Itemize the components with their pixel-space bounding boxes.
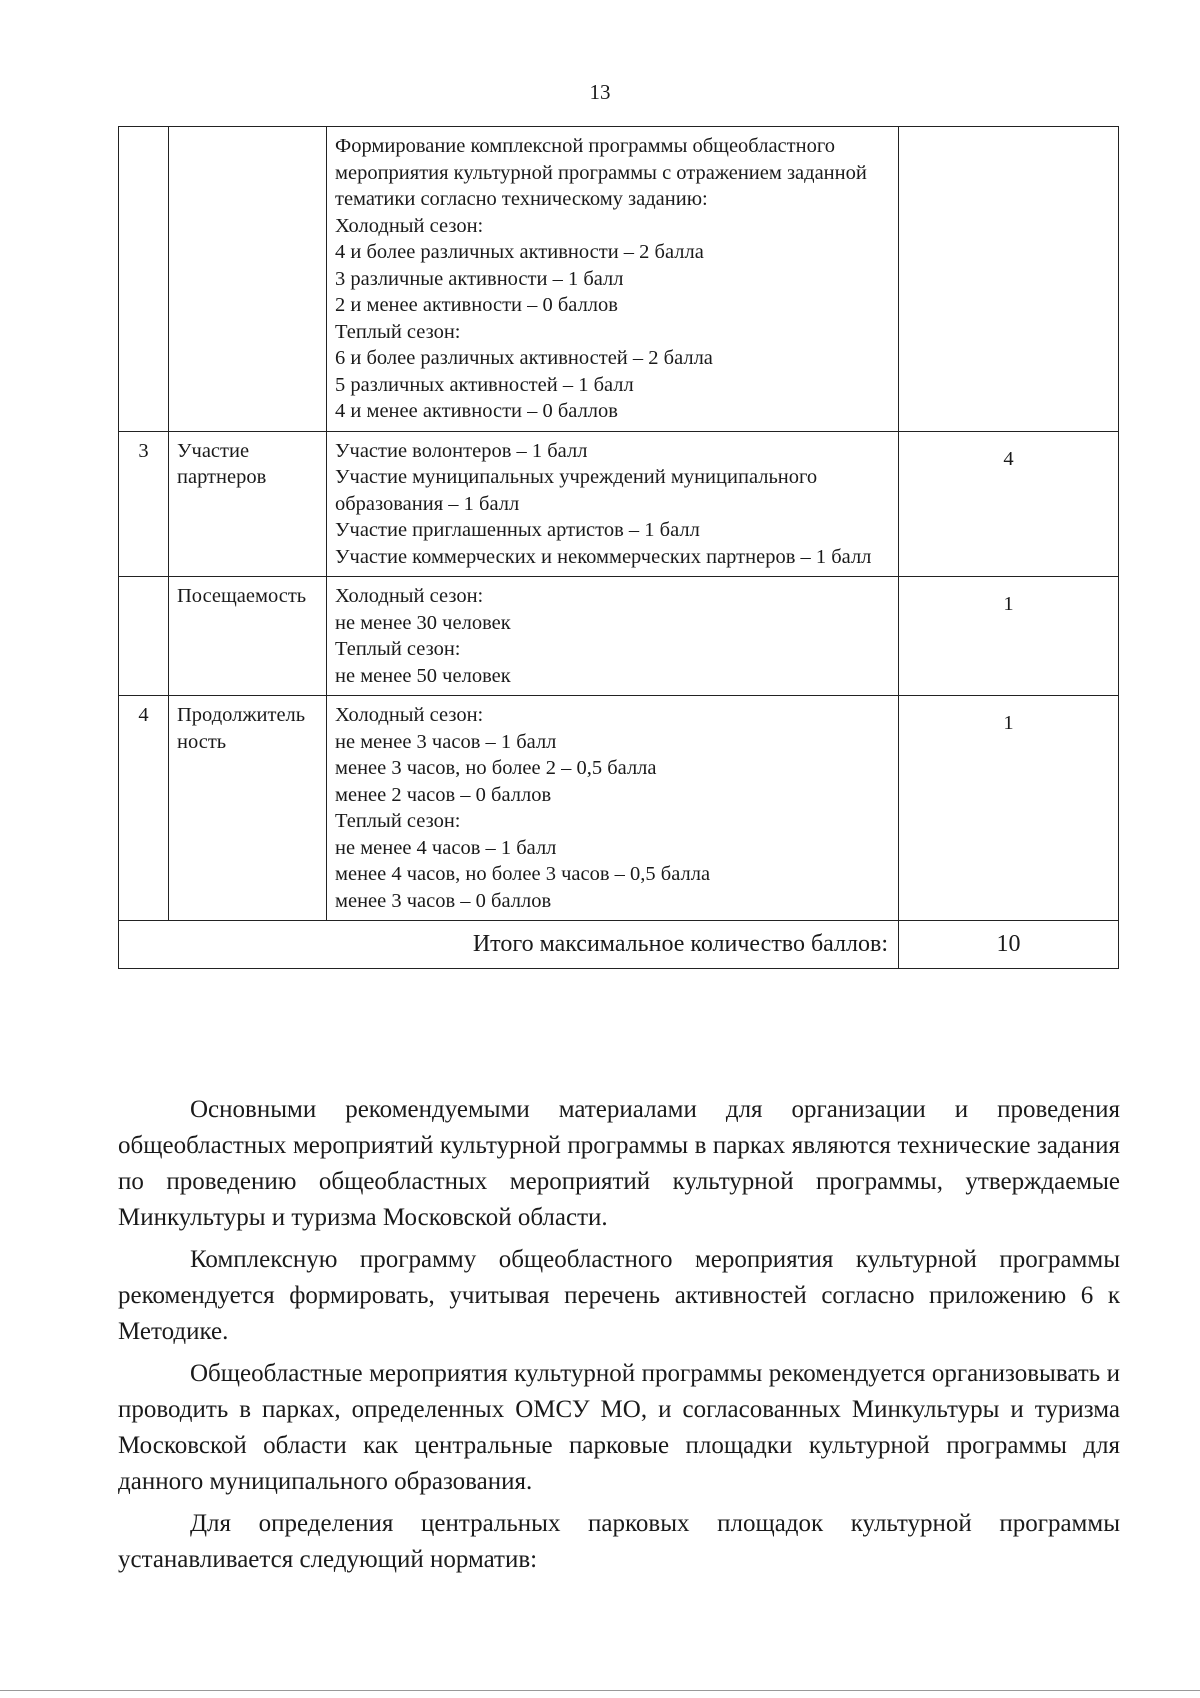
- description-line: Теплый сезон:: [335, 810, 461, 832]
- description-line: 6 и более различных активностей – 2 балла: [335, 347, 713, 369]
- total-row: [119, 921, 1119, 969]
- table-row: [119, 127, 1119, 432]
- max-score: [899, 127, 1119, 432]
- table-row: [119, 577, 1119, 696]
- description-line: 4 и более различных активности – 2 балла: [335, 241, 704, 263]
- description-line: менее 3 часов – 0 баллов: [335, 889, 552, 912]
- description-line: Холодный сезон:: [335, 704, 484, 726]
- description-line: не менее 30 человек: [335, 611, 511, 634]
- criterion-name: Участие партнеров: [169, 431, 327, 577]
- description-line: Участие коммерческих и некоммерческих партнеров – 1 балл: [335, 545, 872, 568]
- description-line: 2 и менее активности – 0 баллов: [335, 294, 618, 316]
- description-line: 5 различных активностей – 1 балл: [335, 373, 634, 396]
- criterion-description: [327, 696, 899, 921]
- description-line: не менее 3 часов – 1 балл: [335, 730, 557, 753]
- description-line: Теплый сезон:: [335, 638, 461, 660]
- description-line: Холодный сезон:: [335, 214, 484, 237]
- page-bottom-line: [0, 1690, 1200, 1691]
- row-number: 4: [119, 696, 169, 921]
- max-score: 1: [899, 577, 1119, 696]
- max-score: 1: [899, 696, 1119, 921]
- paragraph: Общеобластные мероприятия культурной программы рекомендуется организовывать и проводить в парках, определенных ОМСУ МО, и согласованных Минкультуры и туризма Московской области как центральные парковые площадки культурной программы для данного муниципального образования.: [118, 1360, 1120, 1495]
- max-score: 4: [899, 431, 1119, 577]
- criterion-description: [327, 577, 899, 696]
- paragraph: Комплексную программу общеобластного мероприятия культурной программы рекомендуется формировать, учитывая перечень активностей согласно приложению 6 к Методике.: [118, 1246, 1120, 1345]
- description-line: менее 4 часов, но более 3 часов – 0,5 балла: [335, 863, 711, 885]
- description-line: Теплый сезон:: [335, 320, 461, 343]
- criterion-name: [169, 127, 327, 432]
- criterion-description: [327, 127, 899, 432]
- criterion-name: Посещаемость: [169, 577, 327, 696]
- body-text: [118, 1092, 1120, 1584]
- description-line: Участие приглашенных артистов – 1 балл: [335, 519, 700, 541]
- criteria-table: [118, 126, 1119, 969]
- description-line: Участие муниципальных учреждений муниципального образования – 1 балл: [335, 466, 818, 515]
- total-value: 10: [899, 921, 1119, 969]
- description-line: Участие волонтеров – 1 балл: [335, 439, 588, 462]
- total-label: Итого максимальное количество баллов:: [119, 921, 899, 969]
- row-number: [119, 577, 169, 696]
- criterion-description: [327, 431, 899, 577]
- row-number: 3: [119, 431, 169, 577]
- table-row: [119, 431, 1119, 577]
- description-line: не менее 4 часов – 1 балл: [335, 836, 557, 859]
- description-line: Холодный сезон:: [335, 585, 484, 607]
- description-line: 3 различные активности – 1 балл: [335, 267, 624, 290]
- paragraph: Основными рекомендуемыми материалами для организации и проведения общеобластных мероприятий культурной программы в парках являются технические задания по проведению общеобластных мероприятий культурной программы, утверждаемые Минкультуры и туризма Московской области.: [118, 1096, 1120, 1231]
- page-number: 13: [589, 80, 611, 104]
- row-number: [119, 127, 169, 432]
- description-line: Формирование комплексной программы общеобластного мероприятия культурной программы с отражением заданной тематики согласно техническому заданию:: [335, 135, 867, 210]
- description-line: не менее 50 человек: [335, 664, 511, 687]
- criterion-name: Продолжитель ность: [169, 696, 327, 921]
- description-line: менее 2 часов – 0 баллов: [335, 783, 552, 806]
- description-line: менее 3 часов, но более 2 – 0,5 балла: [335, 757, 657, 779]
- paragraph: Для определения центральных парковых площадок культурной программы устанавливается следующий норматив:: [118, 1510, 1120, 1573]
- description-line: 4 и менее активности – 0 баллов: [335, 400, 618, 422]
- table-row: [119, 696, 1119, 921]
